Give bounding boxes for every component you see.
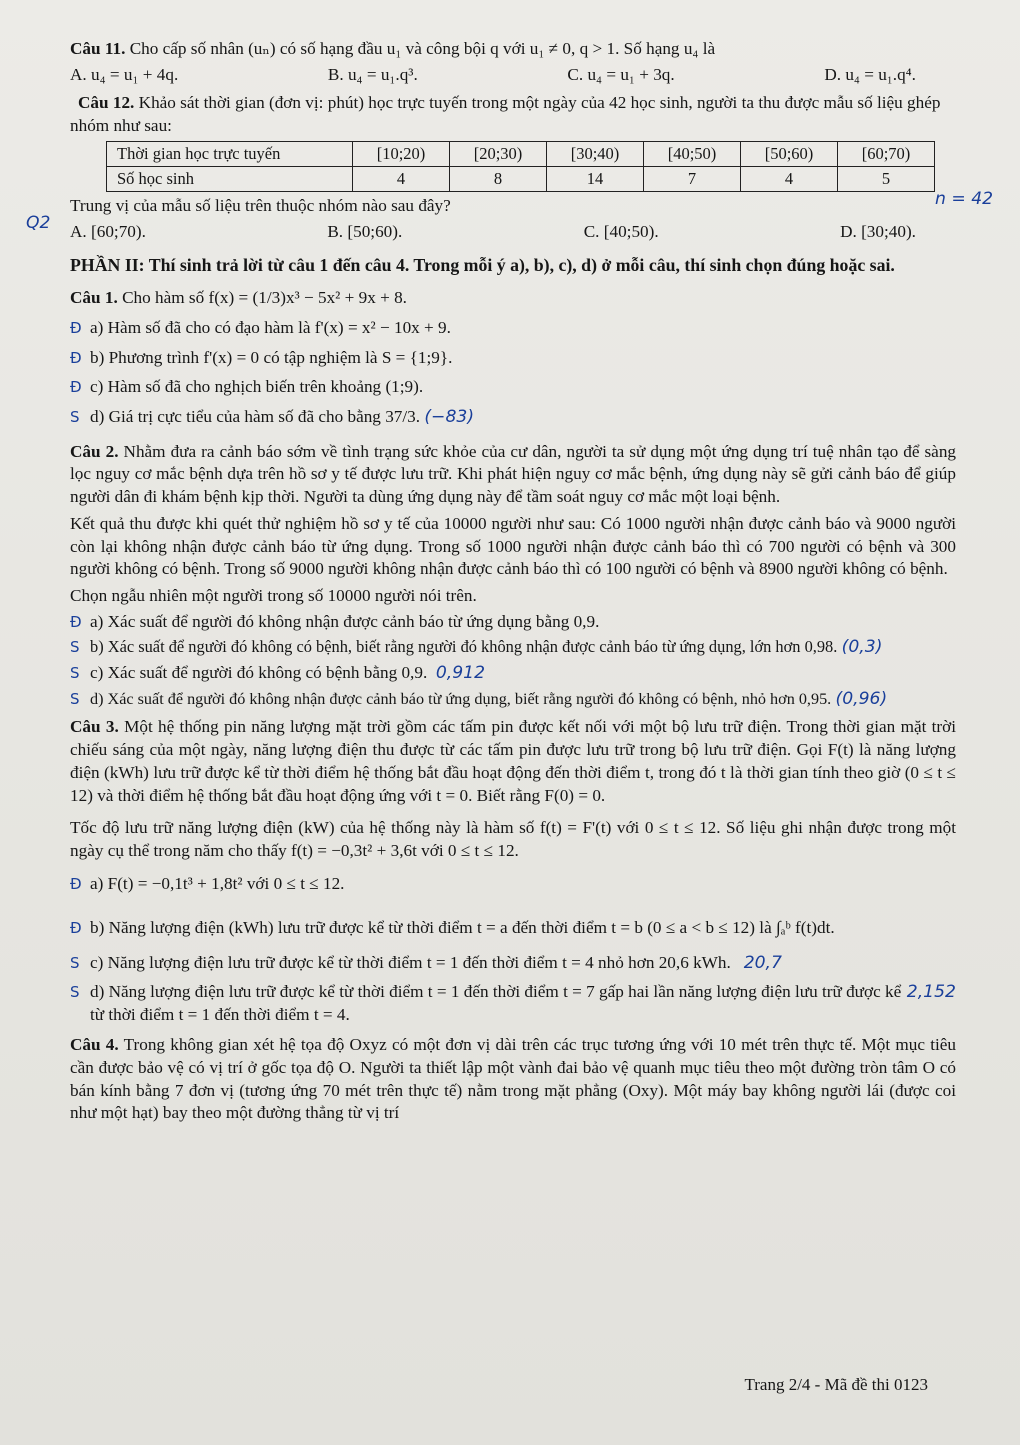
answer-mark: Đ	[70, 348, 82, 367]
answer-mark: S	[70, 954, 80, 973]
q12-stem: Khảo sát thời gian (đơn vị: phút) học trực tuyến trong một ngày của 42 học sinh, người ta thu được mẫu số liệu ghép nhóm như sau:	[70, 93, 941, 136]
handwritten-note-right: n = 42	[935, 189, 994, 209]
table-cell: [40;50)	[644, 141, 741, 166]
c4-label: Câu 4.	[70, 1035, 119, 1055]
q11-option-b: B. u₄ = u₁.q³.	[327, 64, 418, 84]
q11-label: Câu 11.	[70, 39, 126, 58]
c1-item-c: Đ c) Hàm số đã cho nghịch biến trên khoảng (1;9).	[70, 377, 424, 397]
table-cell: [50;60)	[741, 141, 838, 166]
table-cell: 14	[547, 166, 644, 191]
q12-label: Câu 12.	[78, 93, 135, 113]
q12-option-a: A. [60;70).	[70, 221, 146, 241]
table-row	[107, 141, 935, 166]
table-header-students: Số học sinh	[107, 166, 353, 191]
q11-option-c: C. u₄ = u₁ + 3q.	[567, 64, 675, 84]
part2-question-2	[70, 441, 956, 711]
question-11	[70, 38, 956, 86]
q11-options	[70, 64, 956, 87]
table-cell: 8	[450, 166, 547, 191]
c1-item-d: S d) Giá trị cực tiểu của hàm số đã cho bằng 37/3. (−83)	[70, 407, 475, 428]
answer-mark: S	[70, 638, 80, 657]
table-cell: 4	[353, 166, 450, 191]
answer-mark: S	[70, 408, 80, 427]
answer-mark: Đ	[70, 378, 82, 397]
table-cell: 7	[644, 166, 741, 191]
c1-label: Câu 1.	[70, 288, 118, 308]
q11-option-a: A. u₄ = u₁ + 4q.	[70, 64, 179, 84]
q11-option-d: D. u₄ = u₁.q⁴.	[824, 64, 916, 84]
c3-item-c: S c) Năng lượng điện lưu trữ được kể từ thời điểm t = 1 đến thời điểm t = 4 nhỏ hơn 20,6 kWh. 20,7	[70, 953, 782, 974]
answer-mark: Đ	[70, 612, 82, 631]
c2-item-c: S c) Xác suất để người đó không có bệnh bằng 0,9. 0,912	[70, 663, 486, 684]
c3-item-a: Đ a) F(t) = −0,1t³ + 1,8t² với 0 ≤ t ≤ 12.	[70, 873, 345, 893]
table-cell: 5	[838, 166, 935, 191]
c3-paragraph-2: Tốc độ lưu trữ năng lượng điện (kW) của hệ thống này là hàm số f(t) = F'(t) với 0 ≤ t ≤ 12. Số liệu ghi nhận được trong một ngày cụ thể trong năm cho thấy f(t) = −0,3t² + 3,6t với 0 ≤ t ≤ 12.	[70, 818, 956, 860]
q12-option-c: C. [40;50).	[583, 221, 659, 241]
table-cell: [30;40)	[547, 141, 644, 166]
c3-paragraph-1: Một hệ thống pin năng lượng mặt trời gồm các tấm pin được kết nối với một bộ lưu trữ điện. Trong thời gian mặt trời chiếu sáng của một ngày, năng lượng điện thu được từ các tấm pin được lưu trữ trong bộ lưu trữ điện. Gọi F(t) là năng lượng điện (kWh) lưu trữ được kể từ thời điểm hệ thống bắt đầu hoạt động đến thời điểm t, trong đó t là thời gian tính theo giờ (0 ≤ t ≤ 12) và thời điểm hệ thống bắt đầu hoạt động ứng với t = 0. Biết rằng F(0) = 0.	[70, 717, 957, 805]
c2-paragraph-1: Nhằm đưa ra cảnh báo sớm về tình trạng sức khỏe của cư dân, người ta sử dụng một ứng dụng trí tuệ nhân tạo để sàng lọc nguy cơ mắc bệnh dựa trên hồ sơ y tế được lưu trữ. Khi phát hiện nguy cơ mắc bệnh, ứng dụng này sẽ gửi cảnh báo để giúp người dân đi khám bệnh kịp thời. Người ta dùng ứng dụng này để tầm soát nguy cơ mắc một loại bệnh.	[70, 441, 957, 507]
question-12	[70, 92, 956, 243]
table-row	[107, 166, 935, 191]
c1-item-a: Đ a) Hàm số đã cho có đạo hàm là f'(x) = x² − 10x + 9.	[70, 317, 451, 337]
q12-option-b: B. [50;60).	[327, 221, 403, 241]
c3-label: Câu 3.	[70, 717, 119, 737]
q12-options	[70, 221, 956, 244]
answer-mark: S	[70, 982, 80, 1001]
answer-mark: Đ	[70, 919, 82, 938]
handwritten-note: 20,7	[743, 953, 782, 974]
table-cell: [10;20)	[353, 141, 450, 166]
handwritten-note: (0,96)	[835, 688, 888, 709]
c3-item-d: S d) Năng lượng điện lưu trữ được kể từ thời điểm t = 1 đến thời điểm t = 7 gấp hai lần năng lượng điện lưu trữ được kể từ thời điểm t = 1 đến thời điểm t = 4. 2,152	[70, 981, 956, 1024]
handwritten-note: (−83)	[424, 407, 475, 428]
handwritten-note: 0,912	[435, 663, 486, 684]
handwritten-note: 2,152	[906, 981, 956, 1002]
c2-paragraph-3: Chọn ngẫu nhiên một người trong số 10000 người nói trên.	[70, 585, 477, 605]
c4-paragraph-1: Trong không gian xét hệ tọa độ Oxyz có một đơn vị dài trên các trục tương ứng với 10 mét trên thực tế. Một mục tiêu cần được bảo vệ có vị trí ở gốc tọa độ O. Người ta thiết lập một vành đai bảo vệ quanh mục tiêu theo một đường tròn tâm O có bán kính bằng 7 đơn vị (tương ứng 70 mét trên thực tế) nằm trong mặt phẳng (Oxy). Một máy bay không người lái (được coi như một hạt) bay theo một đường thẳng từ vị trí	[70, 1035, 956, 1123]
answer-mark: S	[70, 664, 80, 683]
answer-mark: S	[70, 689, 80, 708]
c1-stem: Cho hàm số f(x) = (1/3)x³ − 5x² + 9x + 8.	[122, 288, 407, 308]
c3-item-b: Đ b) Năng lượng điện (kWh) lưu trữ được kể từ thời điểm t = a đến thời điểm t = b (0 ≤ a < b ≤ 12) là ∫ₐᵇ f(t)dt.	[70, 918, 835, 938]
handwritten-note: (0,3)	[841, 637, 883, 658]
table-header-time: Thời gian học trực tuyến	[107, 141, 353, 166]
answer-mark: Đ	[70, 874, 82, 893]
handwritten-note-left: Q2	[26, 213, 51, 233]
part2-question-3	[70, 716, 956, 1026]
c2-item-b: S b) Xác suất để người đó không có bệnh, biết rằng người đó không nhận được cảnh báo từ ứng dụng, lớn hơn 0,98. (0,3)	[70, 637, 883, 658]
answer-mark: Đ	[70, 318, 82, 337]
table-cell: [20;30)	[450, 141, 547, 166]
q12-data-table	[106, 141, 935, 192]
part2-question-1	[70, 287, 956, 429]
c2-item-d: S d) Xác suất để người đó không nhận được cảnh báo từ ứng dụng, biết rằng người đó không có bệnh, nhỏ hơn 0,95. (0,96)	[70, 688, 888, 709]
c2-paragraph-2: Kết quả thu được khi quét thử nghiệm hồ sơ y tế của 10000 người như sau: Có 1000 người nhận được cảnh báo và 9000 người còn lại không nhận được cảnh báo từ ứng dụng. Trong số 1000 người nhận được cảnh báo thì có 700 người có bệnh và 300 người không có bệnh. Trong số 9000 người không nhận được cảnh báo thì có 100 người có bệnh và 8900 người không có bệnh.	[70, 513, 956, 579]
table-cell: [60;70)	[838, 141, 935, 166]
q11-stem: Cho cấp số nhân (uₙ) có số hạng đầu u₁ và công bội q với u₁ ≠ 0, q > 1. Số hạng u₄ là	[129, 39, 716, 58]
part2-question-4	[70, 1034, 956, 1125]
c1-item-b: Đ b) Phương trình f'(x) = 0 có tập nghiệm là S = {1;9}.	[70, 347, 453, 367]
page-footer: Trang 2/4 - Mã đề thi 0123	[744, 1375, 928, 1394]
part-2-heading: PHẦN II: Thí sinh trả lời từ câu 1 đến câu 4. Trong mỗi ý a), b), c), d) ở mỗi câu, thí sinh chọn đúng hoặc sai.	[70, 255, 895, 276]
table-cell: 4	[741, 166, 838, 191]
q12-option-d: D. [30;40).	[840, 221, 916, 241]
q12-question: Trung vị của mẫu số liệu trên thuộc nhóm nào sau đây?	[70, 195, 451, 215]
c2-item-a: Đ a) Xác suất để người đó không nhận được cảnh báo từ ứng dụng bằng 0,9.	[70, 611, 600, 631]
c2-label: Câu 2.	[70, 441, 119, 461]
